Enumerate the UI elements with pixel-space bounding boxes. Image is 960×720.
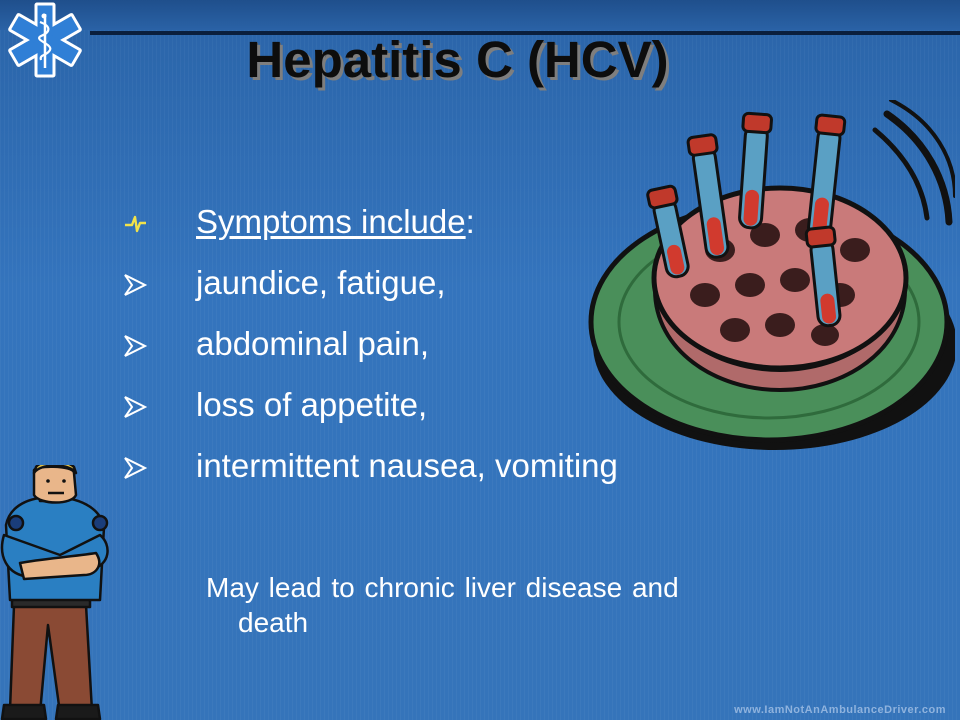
footer-website-url: www.IamNotAnAmbulanceDriver.com: [734, 704, 946, 716]
bullet-row-jaundice: [0, 264, 760, 314]
bullet-text: abdominal pain,: [196, 325, 429, 362]
bullet-row-appetite: [0, 386, 760, 436]
slide-title: Hepatitis C (HCV): [246, 31, 669, 88]
note-line-1: May lead to chronic liver disease and: [206, 572, 679, 603]
arrowhead-icon: [122, 455, 148, 481]
bullet-row-symptoms-heading: [0, 203, 760, 253]
medic-cartoon-illustration: [0, 465, 120, 720]
bullet-text: Symptoms include:: [196, 203, 475, 240]
bullet-text: jaundice, fatigue,: [196, 264, 446, 301]
note-line-2: death: [238, 607, 309, 638]
prognosis-note: [206, 570, 836, 640]
arrowhead-icon: [122, 333, 148, 359]
sparkle-icon: [122, 211, 148, 237]
arrowhead-icon: [122, 394, 148, 420]
bullet-text: loss of appetite,: [196, 386, 428, 423]
bullet-row-abdominal-pain: [0, 325, 760, 375]
header-band: [0, 0, 960, 30]
bullet-text: intermittent nausea, vomiting: [196, 447, 618, 484]
arrowhead-icon: [122, 272, 148, 298]
